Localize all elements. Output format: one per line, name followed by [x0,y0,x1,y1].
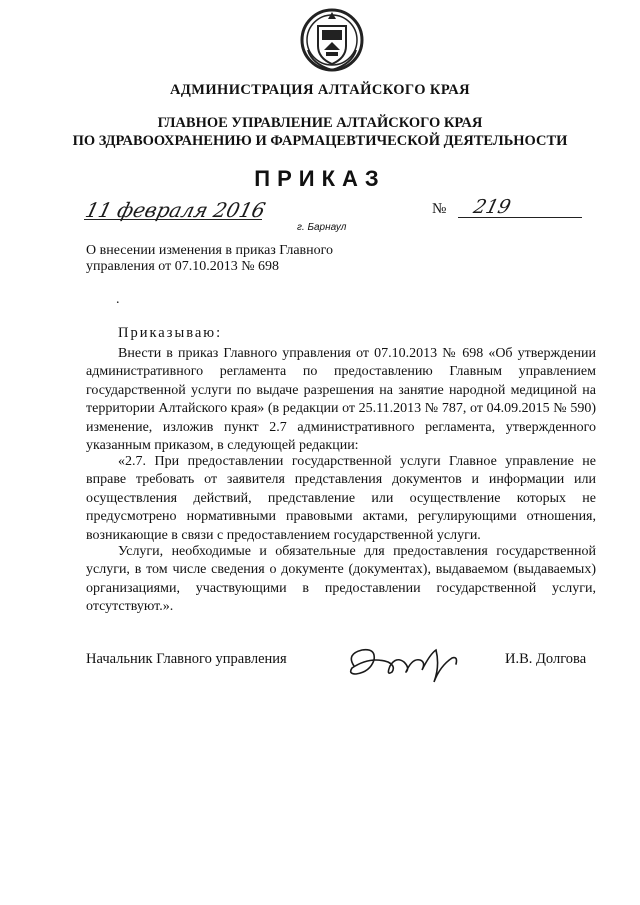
department-line-1: ГЛАВНОЕ УПРАВЛЕНИЕ АЛТАЙСКОГО КРАЯ [157,115,483,131]
department-name [0,114,640,150]
date-underline [84,219,262,220]
department-line-2: ПО ЗДРАВООХРАНЕНИЮ И ФАРМАЦЕВТИЧЕСКОЙ ДЕЯТЕЛЬНОСТИ [72,133,568,149]
handwritten-date: 11 февраля 2016 [83,198,268,222]
city-label: г. Барнаул [297,222,347,233]
order-word: Приказываю: [118,325,223,341]
coat-of-arms-emblem [300,6,364,74]
signatory-role: Начальник Главного управления [86,651,287,667]
order-subject: О внесении изменения в приказ Главного управления от 07.10.2013 № 698 [86,243,334,274]
body-paragraph-1: Внести в приказ Главного управления от 07.10.2013 № 698 «Об утверждении административного регламента по предоставлению Главным управлением государственной услуги по выдаче разрешения на занятие народной медициной на территории Алтайского края» (в редакции от 25.11.2013 № 787, от 04.09.2015 № 590) изменение, изложив пункт 2.7 административного регламента, утвержденного указанным приказом, в следующей редакции: [86,346,596,454]
number-label: № [432,201,447,217]
number-underline [458,217,582,218]
document-title: ПРИКАЗ [254,166,386,191]
handwritten-signature [340,636,470,686]
signatory-name: И.В. Долгова [505,651,587,667]
body-paragraph-3: Услуги, необходимые и обязательные для предоставления государственной услуги, в том числе сведения о документе (документах), выдаваемом (выдаваемых) организациями, участвующими в предоставлении государственной услуги, отсутствуют.». [86,544,596,615]
handwritten-number: 219 [471,196,514,218]
body-paragraph-2: «2.7. При предоставлении государственной услуги Главное управление не вправе требовать от заявителя представления документов и информации или осуществления действий, представление или осуществление которых не предусмотрено нормативными правовыми актами, регулирующими отношения, возникающие в связи с предоставлением государственной услуги. [86,454,596,543]
dot-mark: . [116,292,120,307]
organization-name: АДМИНИСТРАЦИЯ АЛТАЙСКОГО КРАЯ [170,82,470,98]
